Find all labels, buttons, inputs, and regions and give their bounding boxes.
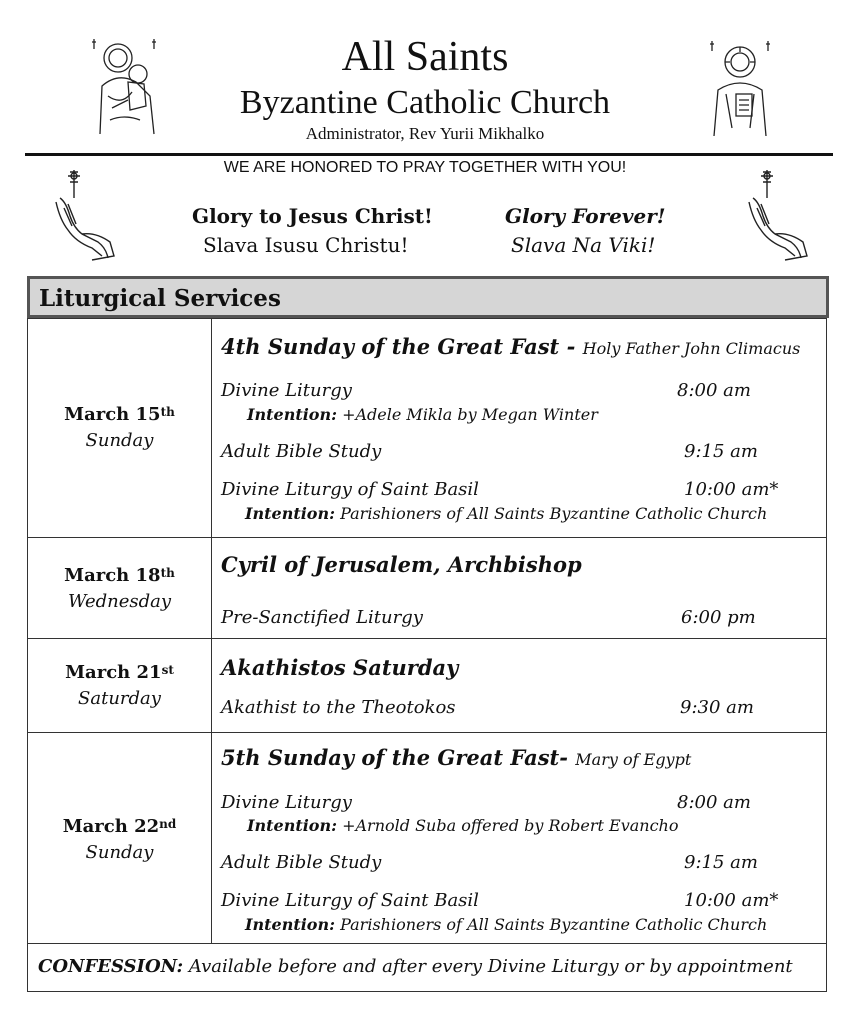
service-name: Akathist to the Theotokos: [221, 697, 456, 718]
greeting-right-slavonic: Slava Na Viki!: [511, 233, 656, 257]
service-name: Divine Liturgy of Saint Basil: [221, 479, 479, 500]
service-name: Adult Bible Study: [221, 441, 382, 462]
header-divider: [25, 153, 833, 156]
row-divider: [27, 732, 827, 733]
church-title: All Saints: [341, 34, 509, 80]
row-divider: [27, 537, 827, 538]
praying-hands-icon-right: [745, 168, 811, 264]
feast-title: Akathistos Saturday: [221, 655, 459, 680]
greeting-left-english: Glory to Jesus Christ!: [192, 204, 433, 228]
feast-title: 4th Sunday of the Great Fast - Holy Father John Climacus: [221, 334, 801, 359]
service-time: 10:00 am*: [684, 479, 779, 500]
table-row-date: March 22nd Sunday: [62, 816, 177, 863]
feast-title: 5th Sunday of the Great Fast- Mary of Egypt: [221, 745, 692, 770]
service-intention: Intention: Parishioners of All Saints Byzantine Catholic Church: [245, 915, 768, 934]
row-divider: [27, 943, 827, 944]
table-row-date: March 21st Saturday: [65, 662, 174, 709]
row-divider: [27, 638, 827, 639]
feast-title: Cyril of Jerusalem, Archbishop: [221, 552, 582, 577]
service-name: Divine Liturgy: [221, 792, 352, 813]
service-time: 8:00 am: [677, 792, 751, 813]
honored-banner: WE ARE HONORED TO PRAY TOGETHER WITH YOU!: [223, 159, 627, 176]
service-time: 10:00 am*: [684, 890, 779, 911]
greeting-right-english: Glory Forever!: [505, 204, 666, 228]
section-title: Liturgical Services: [39, 285, 281, 312]
service-time: 6:00 pm: [681, 607, 756, 628]
service-name: Pre-Sanctified Liturgy: [221, 607, 423, 628]
service-time: 9:15 am: [684, 852, 758, 873]
table-row-date: March 18th Wednesday: [64, 565, 175, 612]
table-column-divider: [211, 318, 212, 943]
service-time: 9:30 am: [680, 697, 754, 718]
section-header: [27, 276, 829, 318]
table-row-date: March 15th Sunday: [64, 404, 175, 451]
confession-note: CONFESSION: Available before and after every Divine Liturgy or by appointment: [38, 956, 793, 977]
service-intention: Intention: Parishioners of All Saints Byzantine Catholic Church: [245, 504, 768, 523]
administrator-line: Administrator, Rev Yurii Mikhalko: [305, 124, 545, 143]
church-subtitle: Byzantine Catholic Church: [239, 84, 611, 121]
service-intention: Intention: +Arnold Suba offered by Robert Evancho: [247, 816, 679, 835]
service-name: Adult Bible Study: [221, 852, 382, 873]
service-name: Divine Liturgy: [221, 380, 352, 401]
praying-hands-icon: [52, 168, 118, 264]
service-time: 9:15 am: [684, 441, 758, 462]
service-intention: Intention: +Adele Mikla by Megan Winter: [247, 405, 598, 424]
greeting-left-slavonic: Slava Isusu Christu!: [203, 233, 409, 257]
service-name: Divine Liturgy of Saint Basil: [221, 890, 479, 911]
service-time: 8:00 am: [677, 380, 751, 401]
